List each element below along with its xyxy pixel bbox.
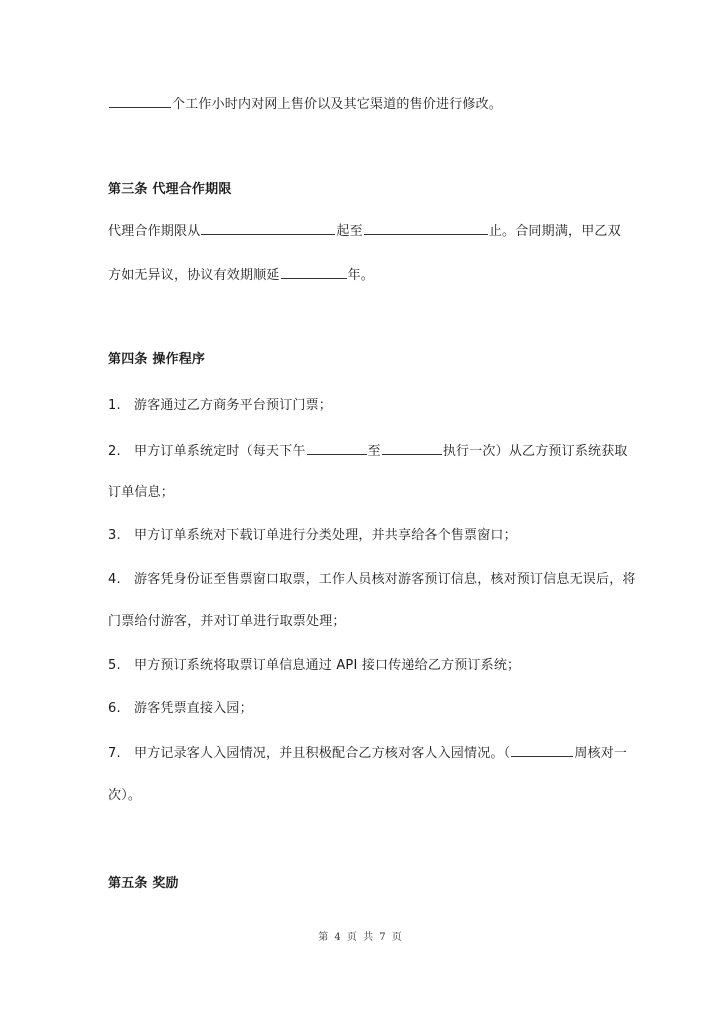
- list-item-1: [108, 396, 332, 416]
- list-item-5: [108, 656, 520, 676]
- list-item-7-continuation: 次）。: [108, 788, 142, 803]
- blank-field-time-start[interactable]: [307, 440, 367, 455]
- section-3-heading: 第三条 代理合作期限: [108, 182, 232, 197]
- list-number: 7.: [108, 746, 121, 761]
- period-to-label: 起至: [336, 224, 363, 239]
- list-number: 5.: [108, 658, 121, 673]
- list-number: 6.: [108, 701, 121, 716]
- list-item-3: [108, 526, 517, 546]
- blank-field-start-date[interactable]: [201, 220, 335, 235]
- extension-suffix: 年。: [347, 268, 375, 283]
- section-5-heading: 第五条 奖励: [108, 876, 179, 891]
- list-number: 3.: [108, 528, 121, 543]
- blank-field-time-end[interactable]: [382, 440, 442, 455]
- list-item-text: 至: [367, 444, 381, 459]
- list-item-7: [108, 742, 627, 764]
- list-item-2: [108, 440, 628, 462]
- list-item-text: 甲方预订系统将取票订单信息通过 API 接口传递给乙方预订系统；: [134, 658, 521, 673]
- list-item-text: 执行一次）从乙方预订系统获取: [442, 444, 628, 459]
- intro-line: [108, 93, 502, 115]
- list-item-text: 甲方订单系统对下载订单进行分类处理，并共享给各个售票窗口；: [134, 528, 517, 543]
- list-item-2-continuation: 订单信息；: [108, 485, 175, 500]
- list-item-4: [108, 570, 636, 590]
- list-item-text: 游客凭票直接入园；: [134, 701, 253, 716]
- extension-text: 方如无异议，协议有效期顺延: [108, 268, 280, 283]
- list-item-text: 游客凭身份证至售票窗口取票，工作人员核对游客预订信息，核对预订信息无误后，将: [134, 572, 636, 587]
- period-from-label: 代理合作期限从: [108, 224, 201, 239]
- list-item-text: 甲方记录客人入园情况，并且积极配合乙方核对客人入园情况。（: [134, 746, 511, 761]
- blank-field-end-date[interactable]: [364, 220, 488, 235]
- list-number: 4.: [108, 572, 121, 587]
- blank-field-extension-years[interactable]: [281, 264, 347, 279]
- section-3-line-1: [108, 220, 621, 242]
- list-number: 2.: [108, 444, 121, 459]
- list-item-text: 甲方订单系统定时（每天下午: [134, 444, 306, 459]
- list-number: 1.: [108, 398, 121, 413]
- section-3-line-2: [108, 264, 374, 286]
- blank-field-hours[interactable]: [109, 93, 171, 108]
- list-item-text: 周核对一: [574, 746, 628, 761]
- list-item-4-continuation: 门票给付游客，并对订单进行取票处理；: [108, 614, 346, 629]
- intro-text: 个工作小时内对网上售价以及其它渠道的售价进行修改。: [172, 97, 503, 112]
- page-footer: 第 4 页 共 7 页: [318, 932, 402, 943]
- period-suffix-text: 止。合同期满，甲乙双: [488, 224, 621, 239]
- section-4-heading: 第四条 操作程序: [108, 352, 206, 367]
- list-item-6: [108, 699, 253, 719]
- blank-field-weeks[interactable]: [511, 742, 573, 757]
- list-item-text: 游客通过乙方商务平台预订门票；: [134, 398, 333, 413]
